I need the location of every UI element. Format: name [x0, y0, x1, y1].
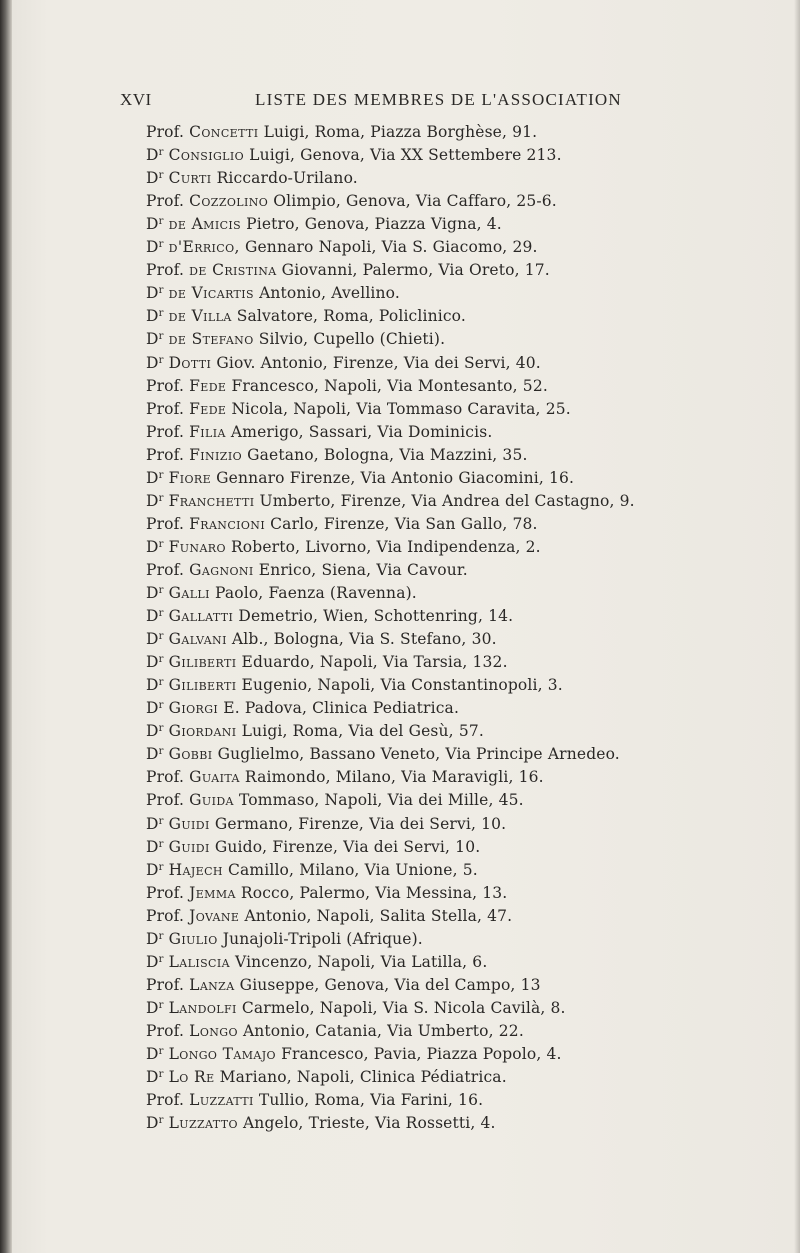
member-title: Prof. — [146, 975, 185, 994]
member-surname: Curti — [168, 169, 212, 188]
member-title: $D^r$ — [146, 952, 164, 971]
page-binding-shadow — [0, 0, 12, 1253]
member-details: Nicola, Napoli, Via Tommaso Caravita, 25. — [231, 399, 571, 418]
member-entry — [146, 281, 400, 305]
member-title: Prof. — [146, 514, 185, 533]
member-entry — [146, 489, 635, 513]
member-title: $D^r$ — [146, 537, 164, 556]
member-title: $D^r$ — [146, 722, 164, 741]
member-title: $D^r$ — [146, 699, 164, 718]
member-title: Prof. — [146, 791, 185, 810]
member-surname: Giliberti — [168, 676, 237, 695]
member-entry — [146, 374, 548, 398]
member-entry — [146, 927, 423, 951]
member-surname: de Amicis — [168, 215, 242, 234]
member-entry — [146, 696, 459, 720]
member-surname: Longo Tamajo — [168, 1045, 276, 1063]
member-entry — [146, 650, 508, 674]
member-surname: Luzzatti — [189, 1091, 254, 1110]
member-details: Olimpio, Genova, Via Caffaro, 25-6. — [273, 192, 557, 211]
member-entry — [146, 950, 487, 974]
member-entry — [146, 581, 417, 605]
member-details: Guido, Firenze, Via dei Servi, 10. — [214, 837, 481, 856]
member-title: $D^r$ — [146, 215, 164, 234]
member-surname: Cozzolino — [189, 192, 269, 211]
member-entry — [146, 420, 492, 444]
member-entry — [146, 1019, 524, 1043]
member-title: $D^r$ — [146, 330, 164, 349]
member-title: Prof. — [146, 445, 185, 464]
member-details: Mariano, Napoli, Clinica Pédiatrica. — [219, 1068, 507, 1087]
member-surname: Landolfi — [168, 998, 237, 1017]
member-details: Giovanni, Palermo, Via Oreto, 17. — [281, 261, 550, 280]
member-surname: de Cristina — [189, 261, 277, 280]
member-details: Gaetano, Bologna, Via Mazzini, 35. — [247, 445, 528, 464]
member-details: Angelo, Trieste, Via Rossetti, 4. — [242, 1114, 496, 1133]
member-entry — [146, 1111, 496, 1135]
member-title: $D^r$ — [146, 468, 164, 487]
member-entry — [146, 858, 478, 882]
member-surname: de Stefano — [168, 330, 254, 349]
member-surname: Gagnoni — [189, 560, 254, 579]
member-surname: Francioni — [189, 514, 266, 533]
member-title: $D^r$ — [146, 607, 164, 626]
member-entry — [146, 397, 571, 421]
member-details: Carlo, Firenze, Via San Gallo, 78. — [270, 514, 538, 533]
member-title: Prof. — [146, 1091, 185, 1110]
member-entry — [146, 120, 537, 144]
member-entry — [146, 443, 528, 467]
member-title: $D^r$ — [146, 284, 164, 303]
member-details: Germano, Firenze, Via dei Servi, 10. — [214, 814, 507, 833]
member-title: $D^r$ — [146, 146, 164, 165]
member-title: Prof. — [146, 560, 185, 579]
member-entry — [146, 719, 484, 743]
member-title: $D^r$ — [146, 676, 164, 695]
member-details: Eugenio, Napoli, Via Constantinopoli, 3. — [241, 676, 563, 695]
member-title: $D^r$ — [146, 307, 164, 326]
member-details: Tommaso, Napoli, Via dei Mille, 45. — [238, 791, 524, 810]
member-entry — [146, 904, 512, 928]
member-details: Demetrio, Wien, Schottenring, 14. — [238, 607, 514, 626]
member-details: Antonio, Avellino. — [259, 284, 400, 303]
member-title: $D^r$ — [146, 860, 164, 879]
member-title: Prof. — [146, 192, 185, 211]
member-title: Prof. — [146, 906, 185, 925]
member-surname: Longo — [189, 1021, 238, 1040]
member-entry — [146, 351, 541, 375]
member-surname: d'Errico, — [168, 238, 240, 257]
member-title: $D^r$ — [146, 929, 164, 948]
member-title: $D^r$ — [146, 630, 164, 649]
member-title: $D^r$ — [146, 1068, 164, 1087]
page-number: XVI — [120, 90, 152, 109]
member-entry — [146, 1065, 507, 1089]
member-details: Antonio, Napoli, Salita Stella, 47. — [244, 906, 513, 925]
member-details: Rocco, Palermo, Via Messina, 13. — [240, 883, 508, 902]
member-entry — [146, 1042, 562, 1066]
member-title: $D^r$ — [146, 169, 164, 188]
member-entry — [146, 327, 445, 351]
member-surname: Laliscia — [168, 952, 230, 971]
member-surname: Guida — [189, 791, 234, 810]
member-surname: de Villa — [168, 307, 232, 326]
member-surname: Funaro — [168, 537, 226, 556]
member-entry — [146, 512, 538, 536]
member-entry — [146, 742, 620, 766]
member-details: Vincenzo, Napoli, Via Latilla, 6. — [235, 952, 488, 971]
member-details: Roberto, Livorno, Via Indipendenza, 2. — [230, 537, 541, 556]
member-entry — [146, 996, 566, 1020]
member-title: $D^r$ — [146, 491, 164, 510]
member-details: Francesco, Pavia, Piazza Popolo, 4. — [281, 1045, 562, 1063]
member-title: $D^r$ — [146, 1114, 164, 1133]
member-surname: Fede — [189, 376, 227, 395]
member-entry — [146, 604, 513, 628]
member-details: Luigi, Roma, Piazza Borghèse, 91. — [263, 123, 538, 141]
member-entry — [146, 212, 502, 236]
page-header — [120, 90, 630, 114]
member-surname: Giorgi — [168, 699, 219, 718]
member-details: Salvatore, Roma, Policlinico. — [236, 307, 466, 326]
member-details: Paolo, Faenza (Ravenna). — [214, 584, 417, 602]
member-surname: Jovane — [189, 906, 240, 925]
member-surname: Lo Re — [168, 1068, 215, 1087]
member-entry — [146, 304, 466, 328]
member-title: Prof. — [146, 768, 185, 787]
member-surname: Galli — [168, 584, 210, 602]
member-entry — [146, 189, 557, 213]
member-details: Camillo, Milano, Via Unione, 5. — [227, 860, 478, 879]
member-title: Prof. — [146, 399, 185, 418]
member-entry — [146, 812, 506, 836]
member-entry — [146, 166, 358, 190]
member-surname: de Vicartis — [168, 284, 254, 303]
member-details: Gennaro Napoli, Via S. Giacomo, 29. — [244, 238, 538, 257]
member-surname: Giordani — [168, 722, 237, 741]
member-details: Silvio, Cupello (Chieti). — [258, 330, 446, 349]
member-details: Francesco, Napoli, Via Montesanto, 52. — [231, 376, 548, 395]
member-details: Umberto, Firenze, Via Andrea del Castagno, 9. — [259, 491, 635, 510]
member-title: $D^r$ — [146, 998, 164, 1017]
member-entry — [146, 788, 524, 812]
member-surname: Lanza — [189, 975, 235, 994]
member-details: Junajoli-Tripoli (Afrique). — [222, 929, 423, 948]
member-details: Tullio, Roma, Via Farini, 16. — [258, 1091, 484, 1110]
running-title: LISTE DES MEMBRES DE L'ASSOCIATION — [255, 90, 622, 109]
member-entry — [146, 881, 507, 905]
member-surname: Hajech — [168, 860, 223, 879]
page-edge-shadow — [794, 0, 800, 1253]
member-title: Prof. — [146, 422, 185, 441]
member-surname: Consiglio — [168, 146, 245, 165]
member-details: Giuseppe, Genova, Via del Campo, 13 — [239, 975, 541, 994]
member-entry — [146, 765, 544, 789]
member-details: Luigi, Genova, Via XX Settembere 213. — [249, 146, 562, 165]
member-surname: Gallatti — [168, 607, 234, 626]
member-surname: Gobbi — [168, 745, 213, 764]
member-title: $D^r$ — [146, 653, 164, 672]
member-title: $D^r$ — [146, 353, 164, 372]
member-entry — [146, 466, 574, 490]
member-details: Luigi, Roma, Via del Gesù, 57. — [241, 722, 484, 741]
member-entry — [146, 235, 538, 259]
member-entry — [146, 258, 550, 282]
member-entry — [146, 835, 480, 859]
member-details: Antonio, Catania, Via Umberto, 22. — [242, 1021, 524, 1040]
member-surname: Concetti — [189, 123, 259, 141]
member-surname: Jemma — [189, 883, 236, 902]
member-title: $D^r$ — [146, 814, 164, 833]
member-entry — [146, 1088, 483, 1112]
member-title: Prof. — [146, 261, 185, 280]
member-details: Enrico, Siena, Via Cavour. — [258, 560, 468, 579]
member-entry — [146, 973, 541, 997]
member-details: Riccardo-Urilano. — [216, 169, 358, 188]
member-entry — [146, 673, 563, 697]
member-entry — [146, 143, 562, 167]
member-surname: Dotti — [168, 353, 212, 372]
member-title: $D^r$ — [146, 238, 164, 257]
member-details: E. Padova, Clinica Pediatrica. — [223, 699, 460, 718]
member-title: Prof. — [146, 376, 185, 395]
member-surname: Fede — [189, 399, 227, 418]
member-surname: Galvani — [168, 630, 227, 649]
member-title: $D^r$ — [146, 745, 164, 764]
member-details: Eduardo, Napoli, Via Tarsia, 132. — [241, 653, 508, 672]
member-entry — [146, 627, 497, 651]
member-surname: Filia — [189, 422, 226, 441]
member-entry — [146, 558, 468, 582]
member-details: Guglielmo, Bassano Veneto, Via Principe Arnedeo. — [217, 745, 620, 764]
member-surname: Finizio — [189, 445, 243, 464]
member-title: Prof. — [146, 883, 185, 902]
member-surname: Guidi — [168, 814, 210, 833]
member-details: Giov. Antonio, Firenze, Via dei Servi, 40. — [216, 353, 541, 372]
member-surname: Luzzatto — [168, 1114, 238, 1133]
member-surname: Giliberti — [168, 653, 237, 672]
member-details: Amerigo, Sassari, Via Dominicis. — [230, 422, 493, 441]
member-surname: Giulio — [168, 929, 218, 948]
member-details: Carmelo, Napoli, Via S. Nicola Cavilà, 8. — [241, 998, 566, 1017]
member-entry — [146, 535, 541, 559]
member-title: Prof. — [146, 1021, 185, 1040]
member-details: Gennaro Firenze, Via Antonio Giacomini, 16. — [216, 468, 575, 487]
member-surname: Franchetti — [168, 491, 255, 510]
member-surname: Guidi — [168, 837, 210, 856]
member-surname: Guaita — [189, 768, 240, 787]
member-details: Pietro, Genova, Piazza Vigna, 4. — [246, 215, 502, 234]
member-title: $D^r$ — [146, 837, 164, 856]
member-title: Prof. — [146, 123, 185, 141]
member-title: $D^r$ — [146, 1045, 164, 1063]
member-surname: Fiore — [168, 468, 212, 487]
member-title: $D^r$ — [146, 584, 164, 602]
member-details: Alb., Bologna, Via S. Stefano, 30. — [231, 630, 497, 649]
member-details: Raimondo, Milano, Via Maravigli, 16. — [244, 768, 544, 787]
